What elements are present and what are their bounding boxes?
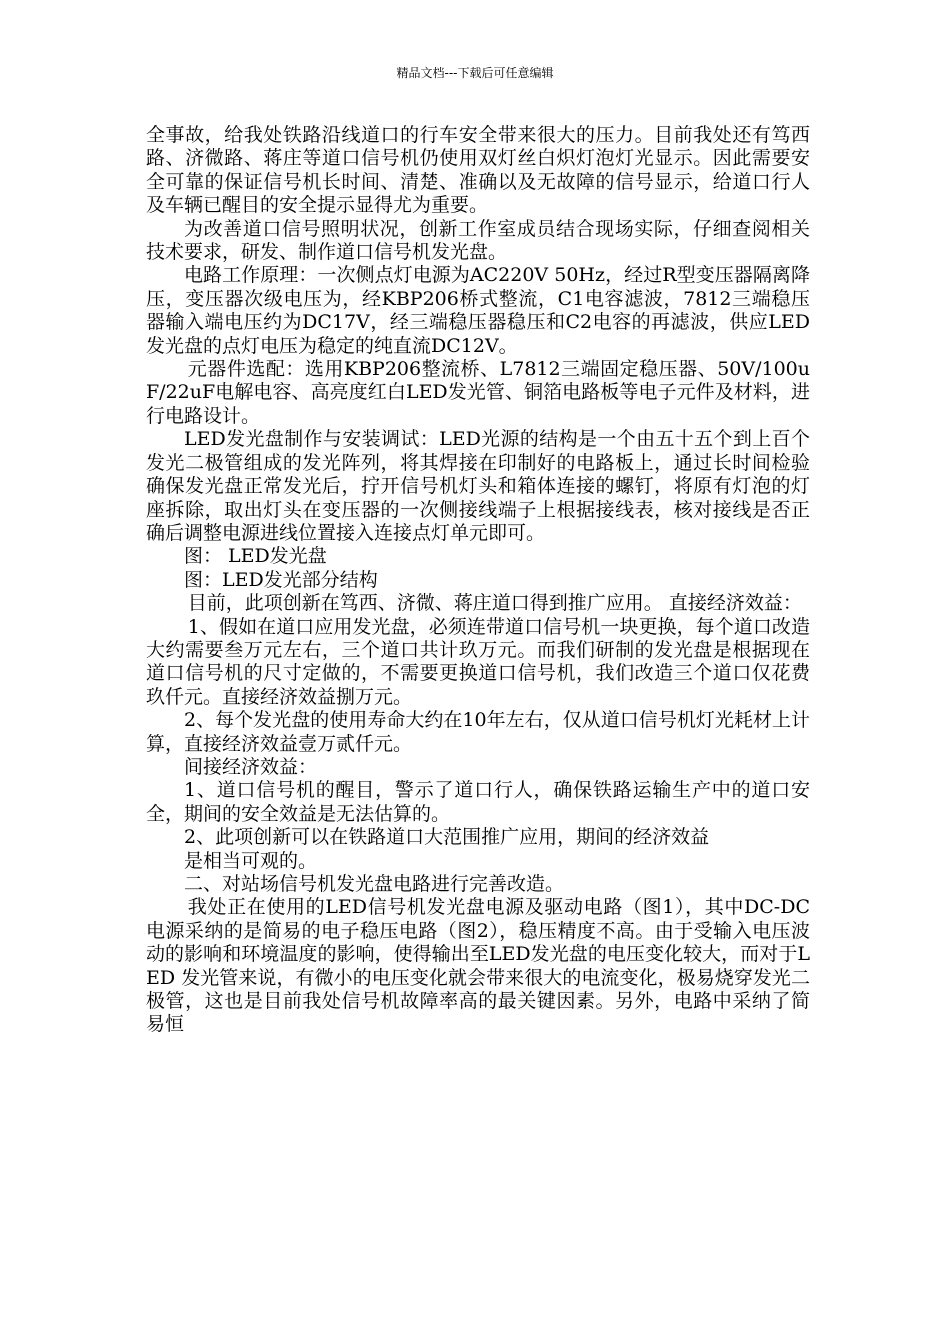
paragraph: 1、道口信号机的醒目，警示了道口行人，确保铁路运输生产中的道口安全，期间的安全效益是无法估算的。 xyxy=(146,779,810,825)
paragraph: 电路工作原理：一次侧点灯电源为AC220V 50Hz，经过R型变压器隔离降压，变压器次级电压为，经KBP206桥式整流，C1电容滤波，7812三端稳压器输入端电压约为DC17V，经三端稳压器稳压和C2电容的再滤波，供应LED发光盘的点灯电压为稳定的纯直流DC12V。 xyxy=(146,264,810,357)
figure-caption: 图：LED发光部分结构 xyxy=(184,568,378,591)
document-body xyxy=(146,124,810,1037)
figure-caption: 图： LED发光盘 xyxy=(184,545,327,568)
paragraph: 2、每个发光盘的使用寿命大约在10年左右，仅从道口信号机灯光耗材上计算，直接经济效益壹万贰仟元。 xyxy=(146,709,810,755)
page-header: 精品文档---下载后可任意编辑 xyxy=(396,66,554,80)
paragraph: 为改善道口信号照明状况，创新工作室成员结合现场实际，仔细查阅相关技术要求，研发、制作道口信号机发光盘。 xyxy=(146,217,810,264)
paragraph: 1、假如在道口应用发光盘，必须连带道口信号机一块更换，每个道口改造大约需要叁万元左右，三个道口共计玖万元。而我们研制的发光盘是根据现在道口信号机的尺寸定做的，不需要更换道口信号机，我们改造三个道口仅花费玖仟元。直接经济效益捌万元。 xyxy=(146,615,810,708)
paragraph: 2、此项创新可以在铁路道口大范围推广应用，期间的经济效益 xyxy=(184,826,710,849)
section-heading: 二、对站场信号机发光盘电路进行完善改造。 xyxy=(184,873,565,895)
paragraph: 我处正在使用的LED信号机发光盘电源及驱动电路（图1），其中DC-DC电源采纳的是简易的电子稳压电路（图2），稳压精度不高。由于受输入电压波动的影响和环境温度的影响，使得输出至LED发光盘的电压变化较大，而对于LED 发光管来说，有微小的电压变化就会带来很大的电流变化，极易烧穿发光二极管，这也是目前我处信号机故障率高的最关键因素。另外，电路中采纳了简易恒 xyxy=(146,896,810,1036)
section-heading: 间接经济效益： xyxy=(184,755,318,778)
paragraph: 是相当可观的。 xyxy=(184,849,318,872)
paragraph: 目前，此项创新在笃西、济微、蒋庄道口得到推广应用。 直接经济效益： xyxy=(187,592,802,615)
paragraph: 元器件选配：选用KBP206整流桥、L7812三端固定稳压器、50V/100uF/22uF电解电容、高亮度红白LED发光管、铜箔电路板等电子元件及材料，进行电路设计。 xyxy=(146,358,810,427)
paragraph: LED发光盘制作与安装调试：LED光源的结构是一个由五十五个到上百个发光二极管组成的发光阵列，将其焊接在印制好的电路板上，通过长时间检验确保发光盘正常发光后，拧开信号机灯头和箱体连接的螺钉，将原有灯泡的灯座拆除，取出灯头在变压器的一次侧接线端子上根据接线表，核对接线是否正确后调整电源进线位置接入连接点灯单元即可。 xyxy=(146,428,810,544)
paragraph: 全事故，给我处铁路沿线道口的行车安全带来很大的压力。目前我处还有笃西路、济微路、蒋庄等道口信号机仍使用双灯丝白炽灯泡灯光显示。因此需要安全可靠的保证信号机长时间、清楚、准确以及无故障的信号显示，给道口行人及车辆已醒目的安全提示显得尤为重要。 xyxy=(146,124,810,217)
